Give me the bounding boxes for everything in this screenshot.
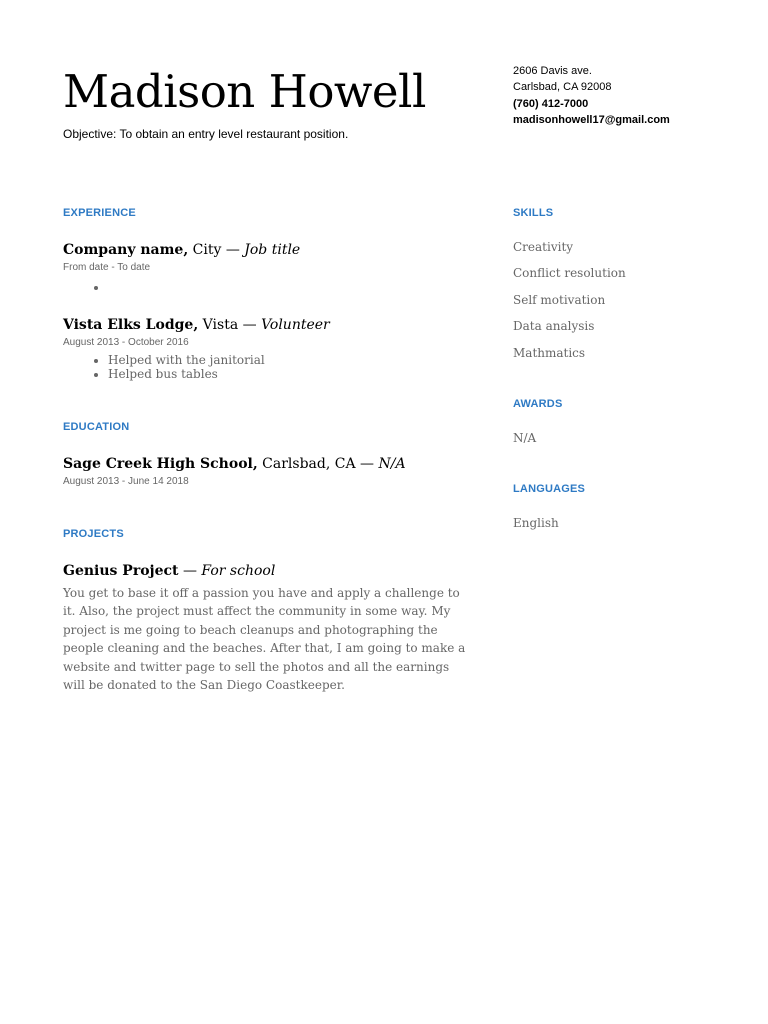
education-heading: EDUCATION [63, 421, 130, 433]
project-entry [63, 561, 468, 694]
experience-entry [63, 240, 468, 294]
skills-section [513, 206, 733, 366]
skills-heading: SKILLS [513, 207, 554, 219]
awards-list [513, 425, 733, 451]
entry-title [63, 454, 468, 474]
entry-date: August 2013 - October 2016 [63, 337, 189, 348]
entry-bullets [63, 353, 468, 381]
award-item: N/A [513, 431, 537, 446]
entry-title [63, 561, 468, 581]
awards-section [513, 397, 733, 451]
candidate-name: Madison Howell [63, 65, 426, 118]
experience-heading: EXPERIENCE [63, 207, 136, 219]
entry-role: Volunteer [261, 317, 330, 333]
experience-section [63, 206, 468, 381]
main-column [63, 206, 468, 694]
bullet-item: • Helped with the janitorial [108, 353, 468, 367]
experience-entry [63, 315, 468, 381]
side-column [513, 206, 733, 537]
entry-location: Vista — [198, 317, 262, 333]
skill-item: Conflict resolution [513, 266, 626, 281]
entry-organization: Company name, [63, 242, 189, 258]
education-entry [63, 454, 468, 489]
entry-location: City — [188, 242, 245, 258]
entry-role: N/A [378, 456, 406, 472]
languages-section [513, 482, 733, 536]
address-line-2: Carlsbad, CA 92008 [513, 81, 612, 94]
entry-date: From date - To date [63, 262, 151, 273]
education-section [63, 420, 468, 489]
projects-heading: PROJECTS [63, 528, 124, 540]
entry-title [63, 315, 468, 335]
phone-number: (760) 412-7000 [513, 97, 589, 110]
entry-title [63, 240, 468, 260]
entry-location: Carlsbad, CA — [257, 456, 379, 472]
skills-list [513, 234, 733, 366]
entry-bullets [63, 280, 468, 294]
skill-item: Creativity [513, 240, 574, 254]
entry-role: For school [201, 563, 276, 579]
language-item: English [513, 516, 559, 531]
awards-heading: AWARDS [513, 398, 563, 411]
bullet-item: • Helped bus tables [108, 367, 468, 381]
project-name: Genius Project [63, 563, 179, 579]
entry-organization: Sage Creek High School, [63, 456, 258, 472]
project-description: You get to base it off a passion you have and apply a challenge to it. Also, the project must affect the community in some way. My project is me going to beach cleanups and photographing the people cleaning and the beaches. After that, I am going to make a website and twitter page to sell the photos and all the earnings will be donated to the San Diego Coastkeeper. [63, 586, 466, 693]
skill-item: Data analysis [513, 319, 595, 334]
languages-heading: LANGUAGES [513, 483, 586, 496]
projects-section [63, 527, 468, 694]
skill-item: Mathmatics [513, 345, 586, 360]
contact-block [513, 63, 670, 128]
languages-list [513, 510, 733, 536]
entry-separator: — [178, 563, 202, 579]
email-address: madisonhowell17@gmail.com [513, 113, 670, 126]
address-line-1: 2606 Davis ave. [513, 65, 592, 77]
entry-date: August 2013 - June 14 2018 [63, 476, 189, 487]
skill-item: Self motivation [513, 292, 606, 307]
objective-statement: Objective: To obtain an entry level restaurant position. [63, 127, 349, 141]
entry-role: Job title [244, 242, 301, 258]
entry-organization: Vista Elks Lodge, [63, 317, 199, 333]
bullet-item [108, 280, 468, 294]
